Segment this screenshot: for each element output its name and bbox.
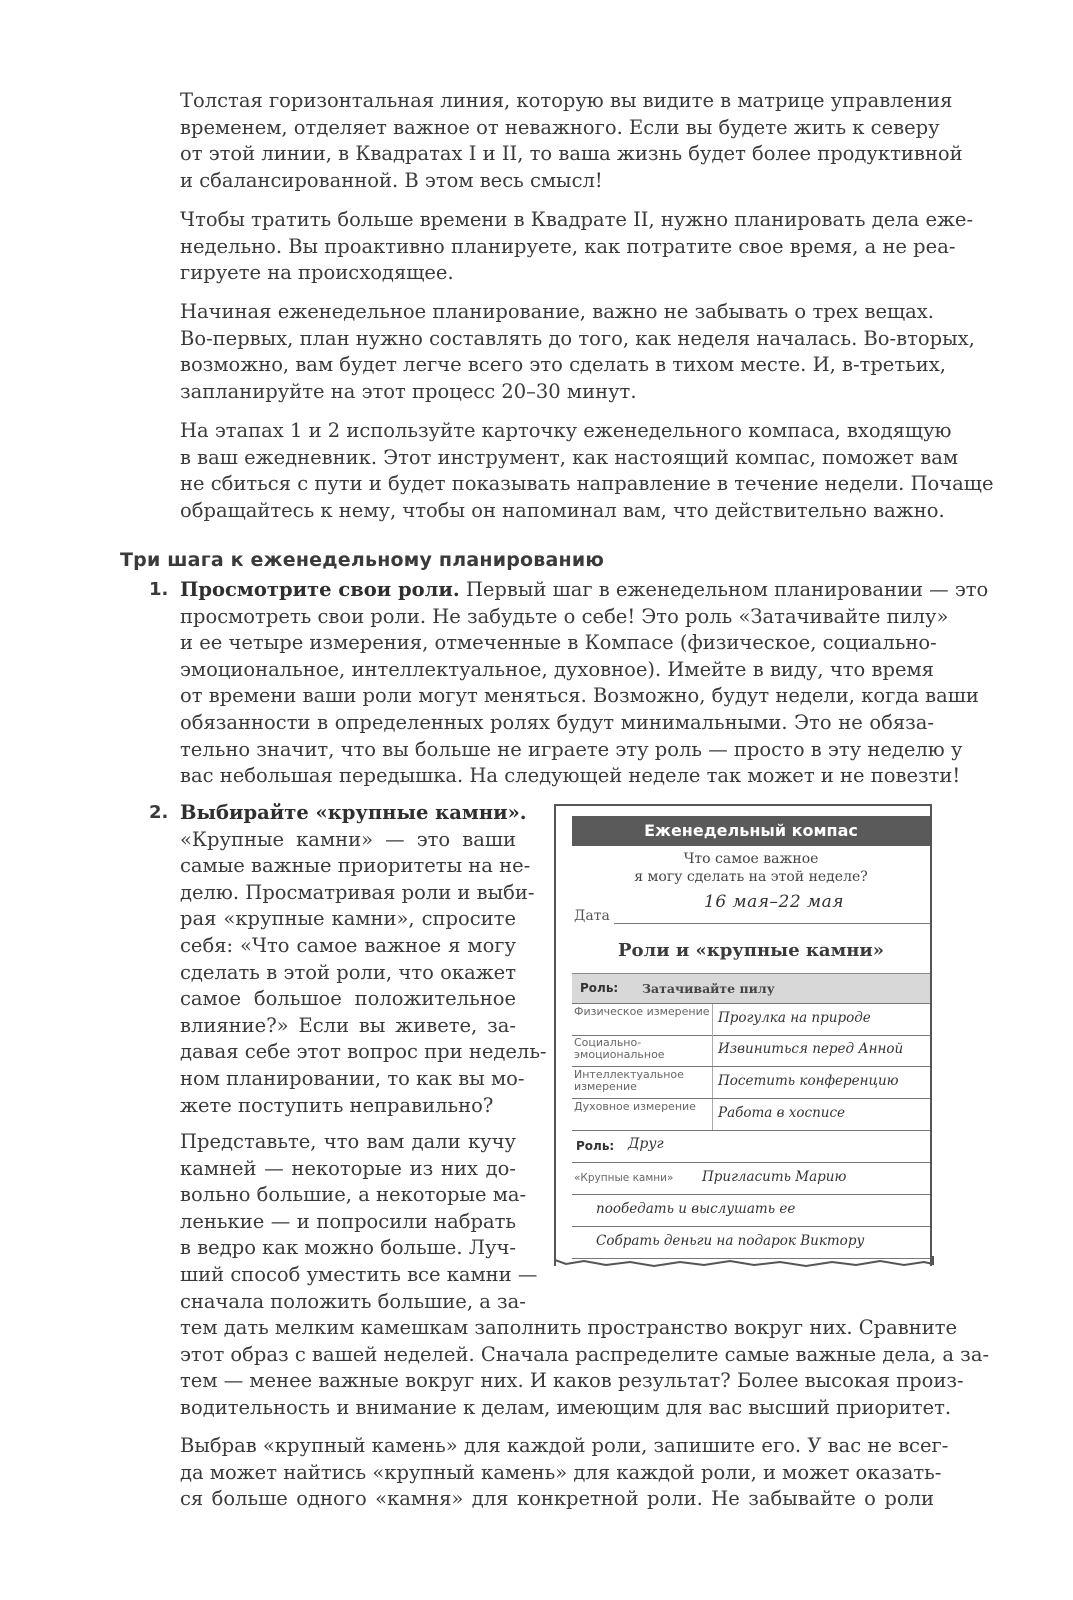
line: вольно большие, а некоторые ма- [180,1183,527,1207]
line: обращайтесь к нему, чтобы он напоминал вам, что действительно важно. [180,498,945,522]
big-rock-value: Собрать деньги на подарок Виктору [596,1233,865,1249]
line: да может найтись «крупный камень» для каждой роли, и может оказать- [180,1460,942,1484]
list-item-1 [180,577,989,790]
line: обязанности в определенных ролях будут минимальными. Это не обяза- [180,710,934,734]
line: Толстая горизонтальная линия, которую вы видите в матрице управления [180,89,953,112]
date-value: 16 мая–22 мая [704,892,845,912]
dimension-value: Работа в хосписе [718,1105,846,1121]
list-number-2: 2. [149,802,169,823]
line: сделать в этой роли, что окажет [180,960,516,984]
card-torn-edge [554,1256,936,1272]
paragraph-1 [180,88,963,194]
line: от этой линии, в Квадратах I и II, то ваша жизнь будет более продуктивной [180,142,963,166]
line: тем — менее важные вокруг них. И каков результат? Более высокая произ- [180,1369,964,1393]
dimension-value: Прогулка на природе [718,1010,871,1026]
line: влияние?» Если вы живете, за- [180,1013,516,1037]
card-question [572,850,930,886]
line [180,577,989,604]
line: Во-первых, план нужно составлять до того, как неделя началась. Во-вторых, [180,326,975,350]
line: делю. Просматривая роли и выби- [180,880,535,904]
line: от времени ваши роли могут меняться. Возможно, будут недели, когда ваши [180,684,979,708]
item-1-lead-rest: Первый шаг в еженедельном планировании — это [459,578,989,601]
line: в ведро как можно больше. Луч- [180,1236,516,1260]
line: жете поступить неправильно? [180,1093,494,1117]
big-rock-value: пообедать и выслушать ее [596,1201,796,1217]
column-divider [712,1067,713,1098]
section-heading: Три шага к еженедельному планированию [120,549,605,571]
line [180,800,527,827]
line: гируете на происходящее. [180,261,454,285]
dimension-row-physical [572,1003,930,1036]
card-question-line-1: Что самое важное [683,851,819,867]
dimension-value: Извиниться перед Анной [718,1041,904,1057]
line: ленькие — и попросили набрать [180,1209,516,1233]
column-divider [712,1099,713,1130]
dimension-label: Интеллектуальное измерение [574,1068,684,1093]
date-line [614,923,930,924]
line: Выбрав «крупный камень» для каждой роли, запишите его. У вас не всег- [180,1434,949,1457]
role-label: Роль: [576,1139,615,1153]
column-divider [712,1035,713,1066]
line: тельно значит, что вы больше не играете эту роль — просто в эту неделю у [180,737,963,761]
list-item-2 [180,800,547,1119]
paragraph-5 [180,1129,538,1315]
line: тем дать мелким камешкам заполнить пространство вокруг них. Сравните [180,1316,958,1339]
role-value: Затачивайте пилу [642,981,775,996]
list-number-1: 1. [149,579,169,600]
role-value: Друг [628,1136,664,1152]
line: «Крупные камни» — это ваши [180,827,516,851]
role-label: Роль: [580,981,619,995]
line: самое большое положительное [180,987,516,1011]
line: водительность и внимание к делам, имеющим для вас высший приоритет. [180,1395,952,1419]
item-1-bold-lead: Просмотрите свои роли. [180,578,460,601]
paragraph-3 [180,299,975,405]
line: ном планировании, то как вы мо- [180,1066,525,1090]
line: Чтобы тратить больше времени в Квадрате II, нужно планировать дела еже- [180,208,974,231]
dimension-value: Посетить конференцию [718,1073,899,1089]
line: ся больше одного «камня» для конкретной роли. Не забывайте о роли [180,1487,934,1511]
item-2-bold-lead: Выбирайте «крупные камни». [180,801,527,824]
line: камней — некоторые из них до- [180,1156,516,1180]
roles-title: Роли и «крупные камни» [617,940,884,961]
role-row-friend [572,1131,930,1163]
paragraph-6 [180,1433,949,1513]
dimension-row-social [572,1035,930,1067]
paragraph-4 [180,418,994,524]
line: и ее четыре измерения, отмеченные в Компасе (физическое, социально- [180,631,937,655]
dimension-row-intellectual [572,1067,930,1099]
big-rocks-row [572,1163,930,1195]
line: запланируйте на этот процесс 20–30 минут. [180,379,637,403]
line: и сбалансированной. В этом весь смысл! [180,168,603,192]
paragraph-2 [180,207,974,287]
big-rocks-label: «Крупные камни» [574,1172,674,1184]
big-rock-value: Пригласить Марию [702,1169,847,1185]
big-rocks-row [572,1195,930,1227]
dimension-label: Физическое измерение [574,1005,710,1018]
line: себя: «Что самое важное я могу [180,933,516,957]
dimension-label: Социально-эмоциональное [574,1036,665,1061]
line: временем, отделяет важное от неважного. Если вы будете жить к северу [180,115,940,139]
line: этот образ с вашей неделей. Сначала распределите самые важные дела, а за- [180,1342,990,1366]
line: На этапах 1 и 2 используйте карточку еженедельного компаса, входящую [180,419,952,442]
column-divider [712,1004,713,1035]
date-label: Дата [574,908,610,924]
line: в ваш ежедневник. Этот инструмент, как настоящий компас, поможет вам [180,445,959,469]
line: ший способ уместить все камни — [180,1262,538,1286]
role-header-row [572,973,930,1004]
line: давая себе этот вопрос при недель- [180,1040,547,1064]
line: сначала положить большие, а за- [180,1289,526,1313]
line: просмотреть свои роли. Не забудьте о себе! Это роль «Затачивайте пилу» [180,604,949,628]
dimension-label: Духовное измерение [574,1100,696,1113]
line: недельно. Вы проактивно планируете, как потратите свое время, а не реа- [180,234,956,258]
line: вас небольшая передышка. На следующей неделе так может и не повезти! [180,764,961,788]
line: эмоциональное, интеллектуальное, духовное). Имейте в виду, что время [180,657,934,681]
line: не сбиться с пути и будет показывать направление в течение недели. Почаще [180,472,994,496]
line: Начиная еженедельное планирование, важно не забывать о трех вещах. [180,300,934,323]
paragraph-5-continued [180,1315,990,1421]
line: Представьте, что вам дали кучу [180,1130,516,1153]
line: рая «крупные камни», спросите [180,907,516,931]
line: самые важные приоритеты на не- [180,854,531,878]
card-question-line-2: я могу сделать на этой неделе? [634,869,868,885]
big-rocks-row [572,1227,930,1259]
line: возможно, вам будет легче всего это сделать в тихом месте. И, в-третьих, [180,353,946,377]
dimension-row-spiritual [572,1099,930,1131]
weekly-compass-card [554,804,932,1266]
card-title: Еженедельный компас [572,816,930,846]
